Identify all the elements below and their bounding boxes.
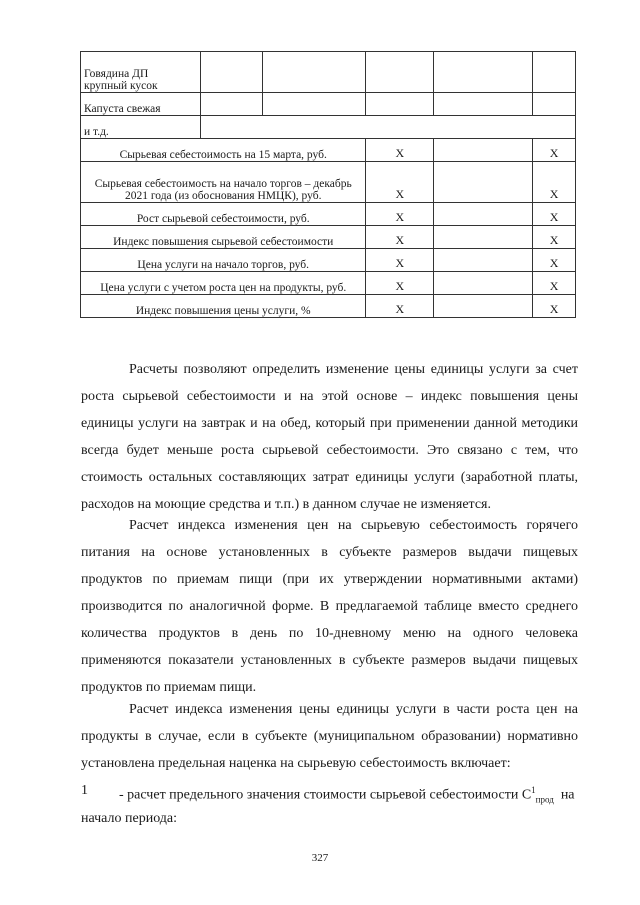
summary-label: Рост сырьевой себестоимости, руб.	[81, 203, 366, 226]
paragraph-markup: Расчет индекса изменения цены единицы услуги в части роста цен на продукты в случае, если в субъекте (муниципальном образовании) нормативно установлена предельная наценка на сырьевую себестоимость включает:	[81, 702, 578, 771]
summary-label: Индекс повышения цены услуги, %	[81, 295, 366, 318]
list-text-main: - расчет предельного значения стоимости сырьевой себестоимости С	[119, 787, 532, 803]
cell-x: X	[533, 295, 576, 318]
cell-x: X	[533, 272, 576, 295]
cell-x: X	[366, 139, 434, 162]
list-tail: на	[560, 787, 575, 803]
row-label-cabbage: Капуста свежая	[81, 93, 201, 116]
cell-x: X	[366, 162, 434, 203]
paragraph-norms: Расчет индекса изменения цен на сырьевую себестоимость горячего питания на основе установленных в субъекте размеров выдачи пищевых продуктов по приемам пищи (при их утверждении нормативными актами) производится по аналогичной форме. В предлагаемой таблице вместо среднего количества продуктов в день по 10-дневному меню на одного человека применяются показатели установленных в субъекте размеров выдачи пищевых продуктов по приемам пищи.	[81, 518, 578, 695]
formula-superscript: 1	[531, 785, 536, 795]
cell-x: X	[533, 226, 576, 249]
table-row	[81, 203, 576, 226]
table-row	[81, 272, 576, 295]
list-text	[119, 777, 579, 813]
cost-table	[80, 51, 576, 318]
cell-x: X	[366, 226, 434, 249]
cell-x: X	[366, 272, 434, 295]
list-number: 1	[81, 783, 88, 798]
table-row	[81, 116, 576, 139]
table-row	[81, 162, 576, 203]
paragraph-calc-explanation: Расчеты позволяют определить изменение цены единицы услуги за счет роста сырьевой себестоимости и на этой основе – индекс повышения цены единицы услуги на завтрак и на обед, который при применении данной методики всегда будет меньше роста сырьевой себестоимости. Это связано с тем, что стоимость остальных составляющих затрат единицы услуги (заработной платы, расходов на моющие средства и т.п.) в данном случае не изменяется.	[81, 362, 578, 512]
summary-label: Цена услуги с учетом роста цен на продукты, руб.	[81, 272, 366, 295]
table-row	[81, 295, 576, 318]
cell-x: X	[366, 295, 434, 318]
table-row	[81, 249, 576, 272]
cell-x: X	[533, 139, 576, 162]
table-row	[81, 226, 576, 249]
table-row	[81, 93, 576, 116]
summary-label: Индекс повышения сырьевой себестоимости	[81, 226, 366, 249]
formula-subscript: прод	[535, 794, 554, 805]
cell-x: X	[366, 203, 434, 226]
row-label-etc: и т.д.	[81, 116, 201, 139]
cell-x: X	[533, 203, 576, 226]
summary-label: Сырьевая себестоимость на 15 марта, руб.	[81, 139, 366, 162]
list-continuation: начало периода:	[81, 811, 178, 826]
cell-x: X	[533, 249, 576, 272]
row-label-beef: Говядина ДП крупный кусок	[81, 52, 201, 93]
summary-label: Цена услуги на начало торгов, руб.	[81, 249, 366, 272]
summary-label: Сырьевая себестоимость на начало торгов – декабрь 2021 года (из обоснования НМЦК), руб.	[81, 162, 366, 203]
table-row	[81, 139, 576, 162]
cell-x: X	[533, 162, 576, 203]
page-number: 327	[311, 852, 329, 864]
table-row	[81, 52, 576, 93]
cell-x: X	[366, 249, 434, 272]
